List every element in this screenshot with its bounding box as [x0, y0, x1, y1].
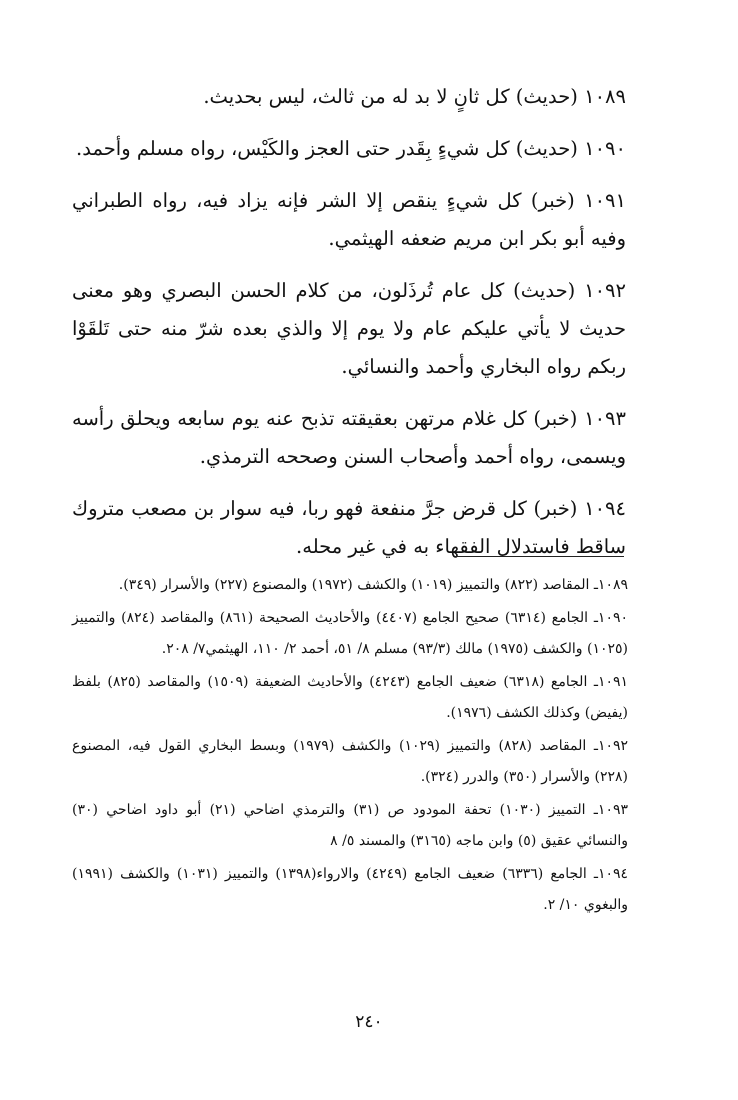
footnote-1092: ١٠٩٢ـ المقاصد (٨٢٨) والتمييز (١٠٢٩) والكشف (١٩٧٩) وبسط البخاري القول فيه، المصنوع (٢٢٨) والأسرار (٣٥٠) والدرر (٣٢٤). [72, 738, 629, 785]
footnote-1093: ١٠٩٣ـ التمييز (١٠٣٠) تحفة المودود ص (٣١) والترمذي اضاحي (٢١) أبو داود اضاحي (٣٠) والنسائي عقيق (٥) وابن ماجه (٣١٦٥) والمسند ٥/ ٨ [72, 802, 628, 849]
footnote-1089: ١٠٨٩ـ المقاصد (٨٢٢) والتمييز (١٠١٩) والكشف (١٩٧٢) والمصنوع (٢٢٧) والأسرار (٣٤٩). [118, 577, 628, 593]
footnotes [72, 570, 628, 923]
main-text [72, 78, 626, 580]
entry-1089: ١٠٨٩ (حديث) كل ثانٍ لا بد له من ثالث، ليس بحديث. [203, 85, 626, 108]
footnote-1091: ١٠٩١ـ الجامع (٦٣١٨) ضعيف الجامع (٤٢٤٣) والأحاديث الضعيفة (١٥٠٩) والمقاصد (٨٢٥) بلفظ (يفيض) وكذلك الكشف (١٩٧٦). [72, 674, 629, 721]
footnote-divider [456, 556, 624, 557]
entry-1091: ١٠٩١ (خبر) كل شيءٍ ينقص إلا الشر فإنه يزاد فيه، رواه الطبراني وفيه أبو بكر ابن مريم ضعفه الهيثمي. [72, 189, 626, 250]
entry-1090: ١٠٩٠ (حديث) كل شيءٍ بِقَدر حتى العجز والكَيْس، رواه مسلم وأحمد. [76, 137, 626, 160]
entry-1093: ١٠٩٣ (خبر) كل غلام مرتهن بعقيقته تذبح عنه يوم سابعه ويحلق رأسه ويسمى، رواه أحمد وأصحاب السنن وصححه الترمذي. [72, 407, 626, 468]
page-number: ٢٤٠ [355, 1012, 383, 1032]
entry-1094: ١٠٩٤ (خبر) كل قرض جرَّ منفعة فهو ربا، فيه سوار بن مصعب متروك ساقط فاستدلال الفقهاء به في غير محله. [72, 497, 626, 558]
entry-1092: ١٠٩٢ (حديث) كل عام تُرذَلون، من كلام الحسن البصري وهو معنى حديث لا يأتي عليكم عام ولا يوم إلا والذي بعده شرّ منه حتى تَلقَوْا ربكم رواه البخاري وأحمد والنسائي. [72, 279, 626, 378]
footnote-1090: ١٠٩٠ـ الجامع (٦٣١٤) صحيح الجامع (٤٤٠٧) والأحاديث الصحيحة (٨٦١) والمقاصد (٨٢٤) والتمييز (١٠٢٥) والكشف (١٩٧٥) مالك (٩٣/٣) مسلم ٨/ ٥١، أحمد ٢/ ١١٠، الهيثمي٧/ ٢٠٨. [72, 610, 628, 657]
footnote-1094: ١٠٩٤ـ الجامع (٦٣٣٦) ضعيف الجامع (٤٢٤٩) والارواء(١٣٩٨) والتمييز (١٠٣١) والكشف (١٩٩١) والبغوي ١٠/ ٢. [72, 866, 629, 913]
